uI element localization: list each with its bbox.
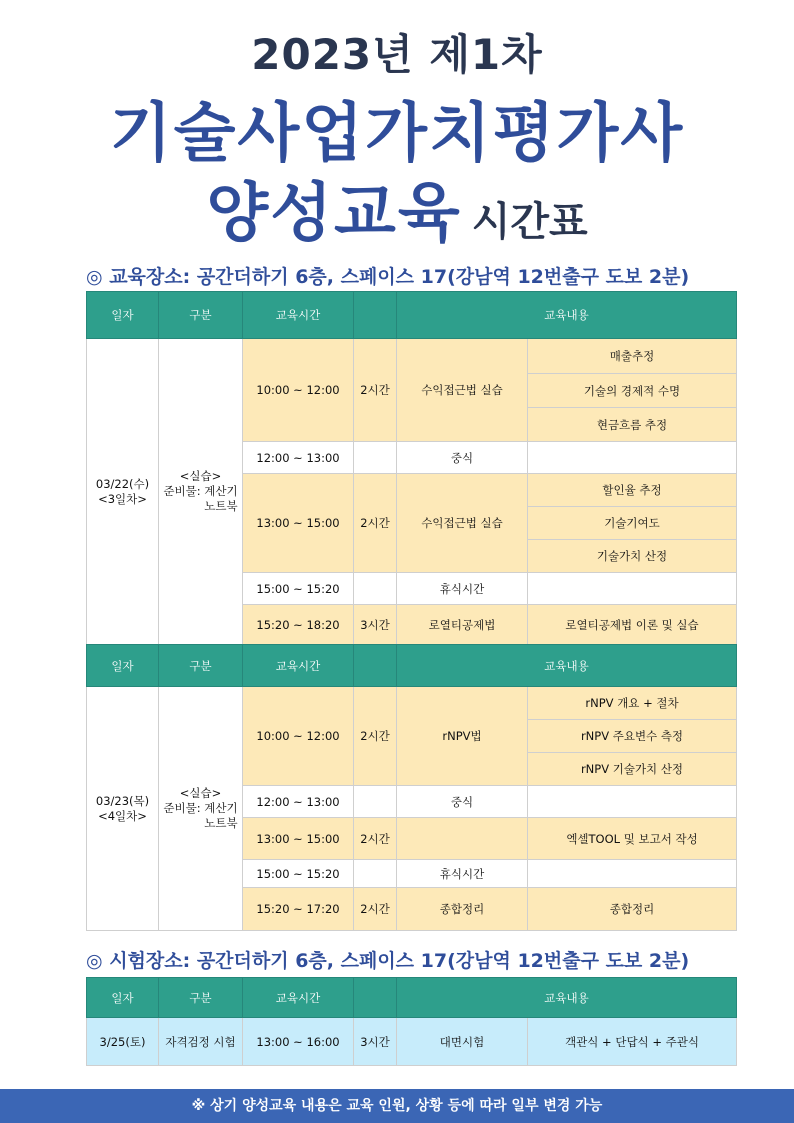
detail-cell: rNPV 기술가치 산정: [528, 753, 737, 786]
subject-cell: [397, 818, 528, 860]
col-header-content: 교육내용: [397, 292, 737, 339]
table-header-row: [87, 645, 737, 687]
day-number: <4일차>: [98, 808, 147, 823]
type-cell: [159, 339, 243, 645]
detail-cell: 기술기여도: [528, 507, 737, 540]
exam-date: 3/25(토): [87, 1018, 159, 1066]
schedule-table-day1: [86, 291, 737, 645]
table-row: [87, 1018, 737, 1066]
detail-cell: 로열티공제법 이론 및 실습: [528, 605, 737, 645]
time-cell: 13:00 ~ 15:00: [243, 818, 354, 860]
col-header-date: 일자: [87, 292, 159, 339]
subject-cell: 수익접근법 실습: [397, 474, 528, 573]
detail-cell: [528, 860, 737, 888]
detail-cell: [528, 786, 737, 818]
detail-cell: [528, 573, 737, 605]
subject-cell: 수익접근법 실습: [397, 339, 528, 442]
detail-cell: [528, 442, 737, 474]
col-header-time: 교육시간: [243, 645, 354, 687]
hours-cell: 2시간: [354, 474, 397, 573]
table-row: [87, 339, 737, 374]
day-date: 03/22(수): [95, 476, 150, 491]
exam-hours: 3시간: [354, 1018, 397, 1066]
exam-time: 13:00 ~ 16:00: [243, 1018, 354, 1066]
exam-type: 자격검정 시험: [159, 1018, 243, 1066]
time-cell: 15:20 ~ 18:20: [243, 605, 354, 645]
subject-cell: 중식: [397, 442, 528, 474]
col-header-hours: [354, 645, 397, 687]
detail-cell: 기술의 경제적 수명: [528, 374, 737, 408]
day-date: 03/23(목): [95, 793, 150, 808]
title-sub: [0, 162, 794, 254]
detail-cell: rNPV 주요변수 측정: [528, 720, 737, 753]
time-cell: 10:00 ~ 12:00: [243, 339, 354, 442]
title-year: 2023년 제1차: [251, 30, 543, 79]
day-number: <3일차>: [98, 491, 147, 506]
col-header-time: 교육시간: [243, 978, 354, 1018]
time-cell: 15:00 ~ 15:20: [243, 860, 354, 888]
col-header-type: 구분: [159, 645, 243, 687]
time-cell: 12:00 ~ 13:00: [243, 786, 354, 818]
day-date-cell: [87, 687, 159, 931]
hours-cell: 2시간: [354, 818, 397, 860]
table-row: [87, 687, 737, 720]
col-header-hours: [354, 292, 397, 339]
hours-cell: 2시간: [354, 339, 397, 442]
day-date-cell: [87, 339, 159, 645]
type-prep-calculator: 준비물: 계산기: [163, 801, 238, 815]
exam-table: [86, 977, 737, 1066]
hours-cell: 3시간: [354, 605, 397, 645]
title-sub-big: 양성교육: [206, 177, 462, 251]
col-header-time: 교육시간: [243, 292, 354, 339]
title-sub-small: 시간표: [471, 199, 588, 245]
subject-cell: 휴식시간: [397, 860, 528, 888]
type-title: <실습>: [179, 786, 222, 800]
col-header-content: 교육내용: [397, 978, 737, 1018]
col-header-date: 일자: [87, 645, 159, 687]
subject-cell: 휴식시간: [397, 573, 528, 605]
type-prep-laptop: 노트북: [204, 499, 238, 513]
table-header-row: [87, 292, 737, 339]
schedule-table-day2: [86, 644, 737, 931]
subject-cell: 중식: [397, 786, 528, 818]
time-cell: 13:00 ~ 15:00: [243, 474, 354, 573]
col-header-type: 구분: [159, 978, 243, 1018]
detail-cell: 기술가치 산정: [528, 540, 737, 573]
time-cell: 15:00 ~ 15:20: [243, 573, 354, 605]
time-cell: 15:20 ~ 17:20: [243, 888, 354, 931]
type-prep-calculator: 준비물: 계산기: [163, 484, 238, 498]
detail-cell: 매출추정: [528, 339, 737, 374]
hours-cell: 2시간: [354, 687, 397, 786]
type-cell: [159, 687, 243, 931]
footer-note: ※ 상기 양성교육 내용은 교육 인원, 상황 등에 따라 일부 변경 가능: [0, 1089, 794, 1123]
section-heading-venue: ◎ 교육장소: 공간더하기 6층, 스페이스 17(강남역 12번출구 도보 2분): [86, 266, 690, 288]
col-header-hours: [354, 978, 397, 1018]
detail-cell: 엑셀TOOL 및 보고서 작성: [528, 818, 737, 860]
type-prep-laptop: 노트북: [204, 816, 238, 830]
col-header-type: 구분: [159, 292, 243, 339]
col-header-content: 교육내용: [397, 645, 737, 687]
type-title: <실습>: [179, 469, 222, 483]
subject-cell: 종합정리: [397, 888, 528, 931]
detail-cell: 현금흐름 추정: [528, 408, 737, 442]
exam-subject: 대면시험: [397, 1018, 528, 1066]
subject-cell: 로열티공제법: [397, 605, 528, 645]
time-cell: 12:00 ~ 13:00: [243, 442, 354, 474]
hours-cell: [354, 860, 397, 888]
table-header-row: [87, 978, 737, 1018]
hours-cell: 2시간: [354, 888, 397, 931]
time-cell: 10:00 ~ 12:00: [243, 687, 354, 786]
detail-cell: rNPV 개요 + 절차: [528, 687, 737, 720]
title-main: 기술사업가치평가사: [109, 97, 685, 171]
hours-cell: [354, 786, 397, 818]
detail-cell: 종합정리: [528, 888, 737, 931]
section-heading-exam-venue: ◎ 시험장소: 공간더하기 6층, 스페이스 17(강남역 12번출구 도보 2분): [86, 950, 690, 972]
subject-cell: rNPV법: [397, 687, 528, 786]
hours-cell: [354, 573, 397, 605]
col-header-date: 일자: [87, 978, 159, 1018]
exam-detail: 객관식 + 단답식 + 주관식: [528, 1018, 737, 1066]
hours-cell: [354, 442, 397, 474]
detail-cell: 할인율 추정: [528, 474, 737, 507]
